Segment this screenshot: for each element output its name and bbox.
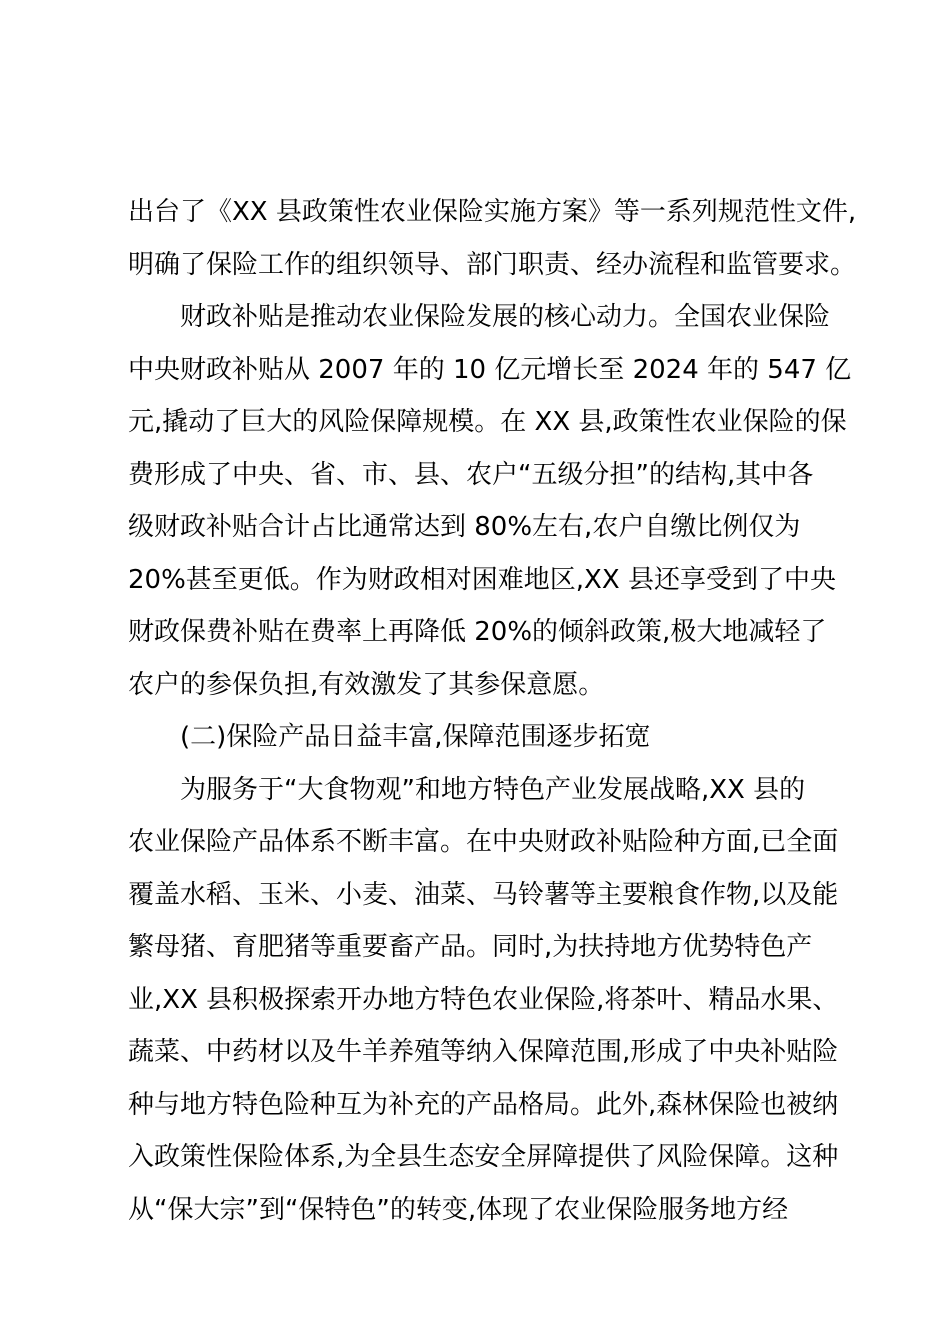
text-line-13: 农业保险产品体系不断丰富。在中央财政补贴险种方面,已全面 (128, 827, 839, 857)
text-line-1: 出台了《XX 县政策性农业保险实施方案》等一系列规范性文件, (128, 197, 857, 227)
text-line-19: 入政策性保险体系,为全县生态安全屏障提供了风险保障。这种 (128, 1142, 839, 1172)
text-line-9: 财政保费补贴在费率上再降低 20%的倾斜政策,极大地减轻了 (128, 617, 827, 647)
text-line-3: 财政补贴是推动农业保险发展的核心动力。全国农业保险 (180, 302, 831, 332)
text-line-8: 20%甚至更低。作为财政相对困难地区,XX 县还享受到了中央 (128, 564, 836, 595)
text-line-6: 费形成了中央、省、市、县、农户“五级分担”的结构,其中各 (128, 459, 814, 490)
body-text (128, 186, 857, 1236)
text-line-20: 从“保大宗”到“保特色”的转变,体现了农业保险服务地方经 (128, 1194, 789, 1225)
text-line-10: 农户的参保负担,有效激发了其参保意愿。 (128, 669, 605, 700)
text-line-16: 业,XX 县积极探索开办地方特色农业保险,将茶叶、精品水果、 (128, 984, 839, 1015)
text-line-17: 蔬菜、中药材以及牛羊养殖等纳入保障范围,形成了中央补贴险 (128, 1037, 839, 1067)
text-line-14: 覆盖水稻、玉米、小麦、油菜、马铃薯等主要粮食作物,以及能 (128, 879, 839, 910)
text-line-18: 种与地方特色险种互为补充的产品格局。此外,森林保险也被纳 (128, 1089, 839, 1120)
text-line-15: 繁母猪、育肥猪等重要畜产品。同时,为扶持地方优势特色产 (128, 932, 813, 962)
text-line-12: 为服务于“大食物观”和地方特色产业发展战略,XX 县的 (180, 774, 806, 805)
section-heading: (二)保险产品日益丰富,保障范围逐步拓宽 (180, 722, 651, 752)
text-line-7: 级财政补贴合计占比通常达到 80%左右,农户自缴比例仅为 (128, 512, 801, 542)
text-line-2: 明确了保险工作的组织领导、部门职责、经办流程和监管要求。 (128, 249, 857, 280)
text-line-5: 元,撬动了巨大的风险保障规模。在 XX 县,政策性农业保险的保 (128, 407, 847, 437)
text-line-4: 中央财政补贴从 2007 年的 10 亿元增长至 2024 年的 547 亿 (128, 354, 852, 385)
